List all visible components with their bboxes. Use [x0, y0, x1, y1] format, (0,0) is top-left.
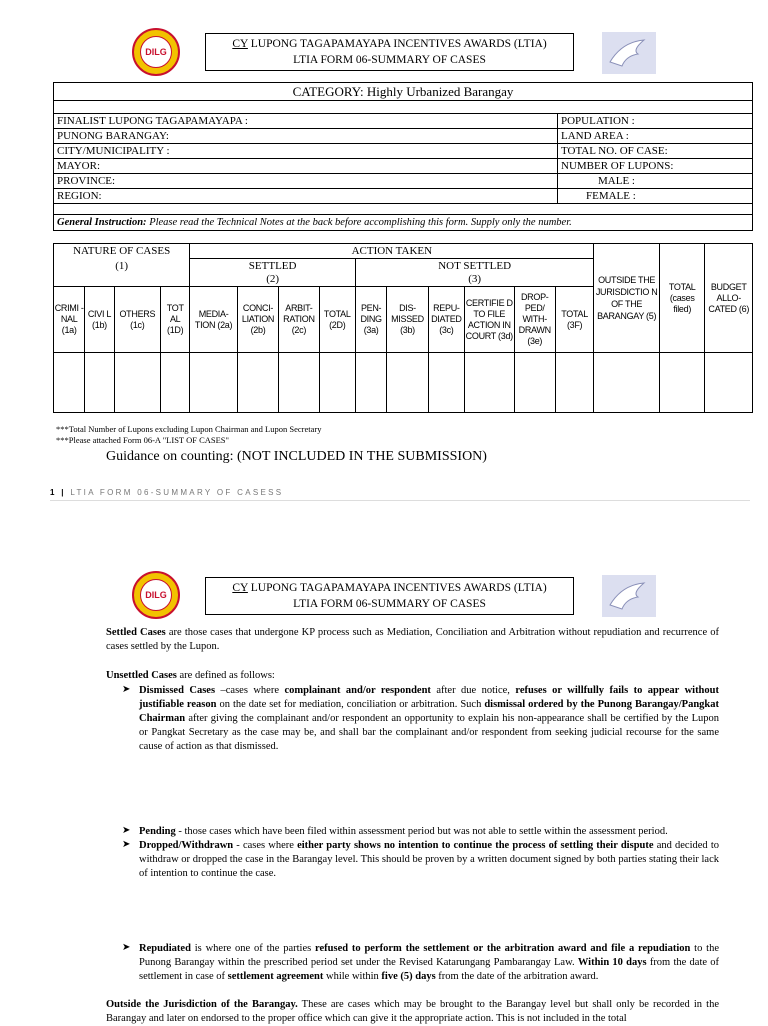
- col-dropped: DROP-PED/ WITH-DRAWN (3e): [514, 287, 555, 353]
- info-land-area: LAND AREA :: [558, 129, 753, 144]
- cell-3b[interactable]: [387, 353, 428, 413]
- not-settled-num: (3): [355, 274, 593, 287]
- nature-of-cases-header: NATURE OF CASES: [54, 244, 190, 259]
- cell-2c[interactable]: [279, 353, 319, 413]
- col-pending: PEN-DING (3a): [355, 287, 386, 353]
- settled-cases-definition: Settled Cases are those cases that undergone KP process such as Mediation, Conciliation and Arbitration without repudiation and recurrence of cases settled by the Lupon.: [106, 627, 719, 652]
- dove-logo: [602, 32, 656, 74]
- form-title-box-p2: [205, 577, 574, 615]
- dilg-logo-text: DILG: [140, 36, 172, 68]
- bullet-arrow-icon: ➤: [122, 942, 131, 953]
- total-cases-filed-header: TOTAL (cases filed): [659, 244, 704, 353]
- dove-icon: [602, 32, 656, 74]
- col-others: OTHERS (1c): [114, 287, 160, 353]
- spacer-row: [53, 101, 753, 113]
- cell-3a[interactable]: [355, 353, 386, 413]
- form-title-line2: LTIA FORM 06-SUMMARY OF CASES: [293, 54, 486, 66]
- budget-allocated-header: BUDGET ALLO-CATED (6): [705, 244, 753, 353]
- cell-2d[interactable]: [319, 353, 355, 413]
- settled-num: (2): [190, 274, 356, 287]
- outside-jurisdiction-header: OUTSIDE THE JURISDICTIO N OF THE BARANGAY (5): [594, 244, 660, 353]
- outside-jurisdiction-definition: Outside the Jurisdiction of the Barangay. These are cases which may be brought to the Barangay level but shall only be recorded in the Barangay and later on endorsed to the proper office which can give it the appropriate action. This is not included in the total: [106, 999, 719, 1024]
- form-title-line2-p2: LTIA FORM 06-SUMMARY OF CASES: [293, 598, 486, 610]
- form-title-line1: CY LUPONG TAGAPAMAYAPA INCENTIVES AWARDS (LTIA): [232, 38, 547, 50]
- form-title-box: [205, 33, 574, 71]
- not-settled-header: NOT SETTLED: [355, 259, 593, 274]
- note-attach: ***Please attached Form 06-A "LIST OF CASES": [56, 435, 229, 445]
- cell-1b[interactable]: [85, 353, 114, 413]
- col-repudiated: REPU-DIATED (3c): [428, 287, 464, 353]
- unsettled-cases-definition: Unsettled Cases are defined as follows:: [106, 670, 275, 681]
- nature-num: (1): [54, 259, 190, 274]
- spacer-row-2: [53, 203, 753, 215]
- dilg-logo-text-p2: DILG: [140, 579, 172, 611]
- guidance-heading: Guidance on counting: (NOT INCLUDED IN THE SUBMISSION): [106, 449, 487, 464]
- cell-1a[interactable]: [54, 353, 85, 413]
- col-total-1d: TOT AL (1D): [161, 287, 190, 353]
- info-female: FEMALE :: [558, 189, 753, 204]
- cases-table: [53, 243, 753, 413]
- page-footer: 1 | LTIA FORM 06-SUMMARY OF CASESS: [50, 488, 284, 497]
- nature-blank: [54, 274, 190, 287]
- bullet-arrow-icon: ➤: [122, 825, 131, 836]
- col-arbitration: ARBIT-RATION (2c): [279, 287, 319, 353]
- data-entry-row: [54, 353, 753, 413]
- bullet-arrow-icon: ➤: [122, 839, 131, 850]
- note-lupons: ***Total Number of Lupons excluding Lupon Chairman and Lupon Secretary: [56, 424, 322, 434]
- cell-2b[interactable]: [237, 353, 278, 413]
- bullet-arrow-icon: ➤: [122, 684, 131, 695]
- repudiated-bullet: Repudiated is where one of the parties refused to perform the settlement or the arbitration award and file a repudiation to the Punong Barangay within the prescribed period set under the Revised Katarungang Pambarangay Law. Within 10 days from the date of settlement in case of settlement agreement while within five (5) days from the date of the arbitration award.: [139, 943, 720, 982]
- col-total-2d: TOTAL (2D): [319, 287, 355, 353]
- settled-header: SETTLED: [190, 259, 356, 274]
- info-total-cases: TOTAL NO. OF CASE:: [558, 144, 753, 159]
- cell-total[interactable]: [659, 353, 704, 413]
- dropped-withdrawn-bullet: Dropped/Withdrawn - cases where either party shows no intention to continue the process of settling their dispute and decided to withdraw or dropped the case in the Barangay level. This should be proven by a written document signed by both parties stating their lack of intention to continue the case.: [139, 840, 719, 879]
- pending-bullet: Pending - those cases which have been filed within assessment period but was not able to settle within the assessment period.: [139, 826, 668, 837]
- col-total-3f: TOTAL (3F): [555, 287, 593, 353]
- general-instruction: General Instruction: Please read the Technical Notes at the back before accomplishing this form. Supply only the number.: [53, 215, 753, 231]
- info-city: CITY/MUNICIPALITY :: [54, 144, 558, 159]
- action-taken-header: ACTION TAKEN: [190, 244, 594, 259]
- dilg-logo-p2: [132, 571, 180, 619]
- info-population: POPULATION :: [558, 114, 753, 129]
- form-title-line1-p2: CY LUPONG TAGAPAMAYAPA INCENTIVES AWARDS (LTIA): [232, 582, 547, 594]
- dilg-logo: [132, 28, 180, 76]
- col-conciliation: CONCI-LIATION (2b): [237, 287, 278, 353]
- dismissed-cases-bullet: Dismissed Cases –cases where complainant and/or respondent after due notice, refuses or willfully fails to appear without justifiable reason on the date set for mediation, conciliation or arbitration. Such dismissal ordered by the Punong Barangay/Pangkat Chairman after giving the complainant and/or respondent an opportunity to explain his non-appearance shall be certified by the Lupon or Pangkat Secretary as the case may be, and shall bar the complainant and/or respondent from seeking judicial recourse for the same cause of action as that dismissed.: [139, 685, 719, 752]
- cell-5[interactable]: [594, 353, 660, 413]
- col-certified: CERTIFIE D TO FILE ACTION IN COURT (3d): [465, 287, 514, 353]
- col-mediation: MEDIA-TION (2a): [190, 287, 237, 353]
- dove-logo-p2: [602, 575, 656, 617]
- cell-1c[interactable]: [114, 353, 160, 413]
- col-civil: CIVI L (1b): [85, 287, 114, 353]
- category-title: CATEGORY: Highly Urbanized Barangay: [53, 82, 753, 101]
- info-male: MALE :: [558, 174, 753, 189]
- info-table: [53, 113, 753, 204]
- cell-1d[interactable]: [161, 353, 190, 413]
- info-province: PROVINCE:: [54, 174, 558, 189]
- cell-2a[interactable]: [190, 353, 237, 413]
- cell-3d[interactable]: [465, 353, 514, 413]
- cell-3c[interactable]: [428, 353, 464, 413]
- cell-6[interactable]: [705, 353, 753, 413]
- info-finalist: FINALIST LUPONG TAGAPAMAYAPA :: [54, 114, 558, 129]
- col-dismissed: DIS-MISSED (3b): [387, 287, 428, 353]
- info-number-lupons: NUMBER OF LUPONS:: [558, 159, 753, 174]
- info-mayor: MAYOR:: [54, 159, 558, 174]
- cell-3e[interactable]: [514, 353, 555, 413]
- info-region: REGION:: [54, 189, 558, 204]
- info-punong-barangay: PUNONG BARANGAY:: [54, 129, 558, 144]
- dove-icon: [602, 575, 656, 617]
- col-criminal: CRIMI -NAL (1a): [54, 287, 85, 353]
- cell-3f[interactable]: [555, 353, 593, 413]
- footer-divider: [50, 500, 750, 501]
